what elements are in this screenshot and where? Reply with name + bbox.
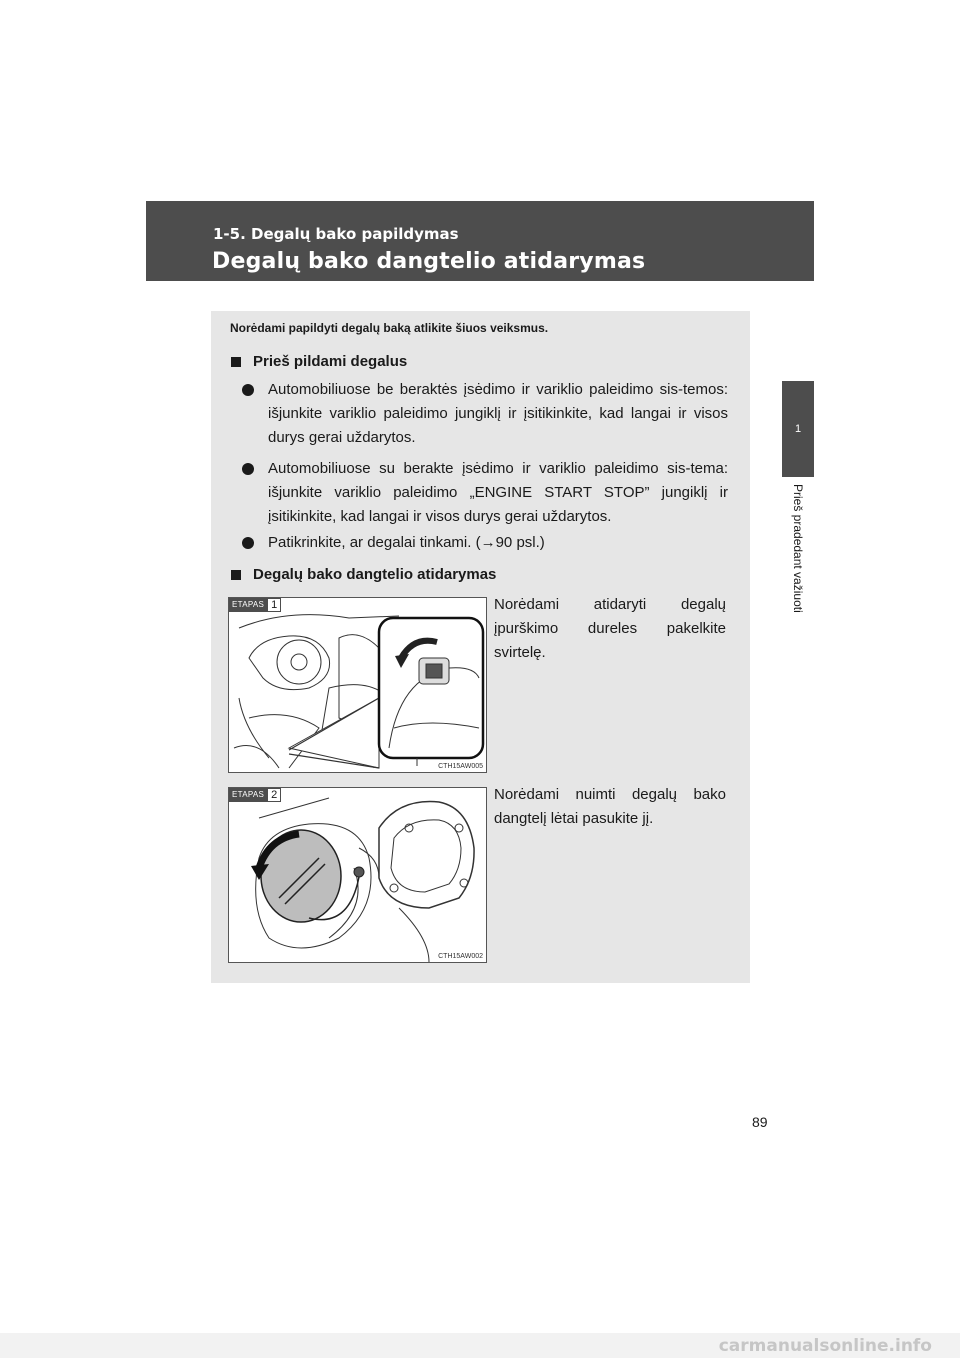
chapter-side-label: Prieš pradedant važiuoti (791, 484, 805, 613)
list-item (242, 378, 728, 450)
list-item-text: Automobiliuose be beraktės įsėdimo ir variklio paleidimo sis-temos: išjunkite variklio paleidimo jungiklį ir įsitikinkite, kad langai ir visos durys gerai uždarytos. (268, 381, 728, 446)
chapter-number: 1 (794, 423, 802, 435)
square-bullet-icon (231, 570, 241, 580)
circle-bullet-icon (242, 537, 254, 549)
chapter-header (146, 201, 814, 281)
watermark-text: carmanualsonline.info (718, 1335, 932, 1356)
square-bullet-icon (231, 357, 241, 367)
step-tag-number: 2 (267, 788, 281, 802)
step-1-tag (229, 598, 281, 612)
chapter-tab (782, 381, 814, 477)
list-item (242, 531, 728, 555)
step-2-text: Norėdami nuimti degalų bako dangtelį lėtai pasukite jį. (494, 786, 726, 827)
step-1-text: Norėdami atidaryti degalų įpurškimo dureles pakelkite svirtelę. (494, 596, 726, 661)
side-header-block (782, 201, 814, 281)
intro-text: Norėdami papildyti degalų baką atlikite šiuos veiksmus. (230, 321, 549, 335)
page-number: 89 (752, 1114, 768, 1130)
section-label: 1-5. Degalų bako papildymas (213, 225, 459, 243)
page-title: Degalų bako dangtelio atidarymas (212, 249, 646, 274)
section-heading-before-refuel (231, 353, 407, 370)
circle-bullet-icon (242, 384, 254, 396)
step-tag-number: 1 (267, 598, 281, 612)
step-1-illustration (228, 597, 487, 773)
list-item-text: Patikrinkite, ar degalai tinkami. (→90 psl.) (268, 534, 545, 551)
step-tag-label: ETAPAS (229, 788, 267, 802)
watermark-bar (0, 1333, 960, 1358)
fuel-cap-removal-illustration (229, 788, 486, 962)
figure-code: CTH15AW002 (438, 953, 483, 960)
step-tag-label: ETAPAS (229, 598, 267, 612)
section-heading-text: Prieš pildami degalus (253, 353, 408, 370)
step-2-illustration (228, 787, 487, 963)
step-2-tag (229, 788, 281, 802)
circle-bullet-icon (242, 463, 254, 475)
list-item-text: Automobiliuose su berakte įsėdimo ir variklio paleidimo sis-tema: išjunkite variklio paleidimo „ENGINE START STOP” jungiklį ir įsitikinkite, kad langai ir visos durys gerai uždarytos. (268, 460, 728, 525)
section-heading-text: Degalų bako dangtelio atidarymas (253, 566, 497, 583)
figure-code: CTH15AW005 (438, 763, 483, 770)
list-item (242, 457, 728, 529)
car-interior-lever-illustration (229, 598, 486, 772)
section-heading-open-cap (231, 566, 496, 583)
content-panel (211, 311, 750, 983)
